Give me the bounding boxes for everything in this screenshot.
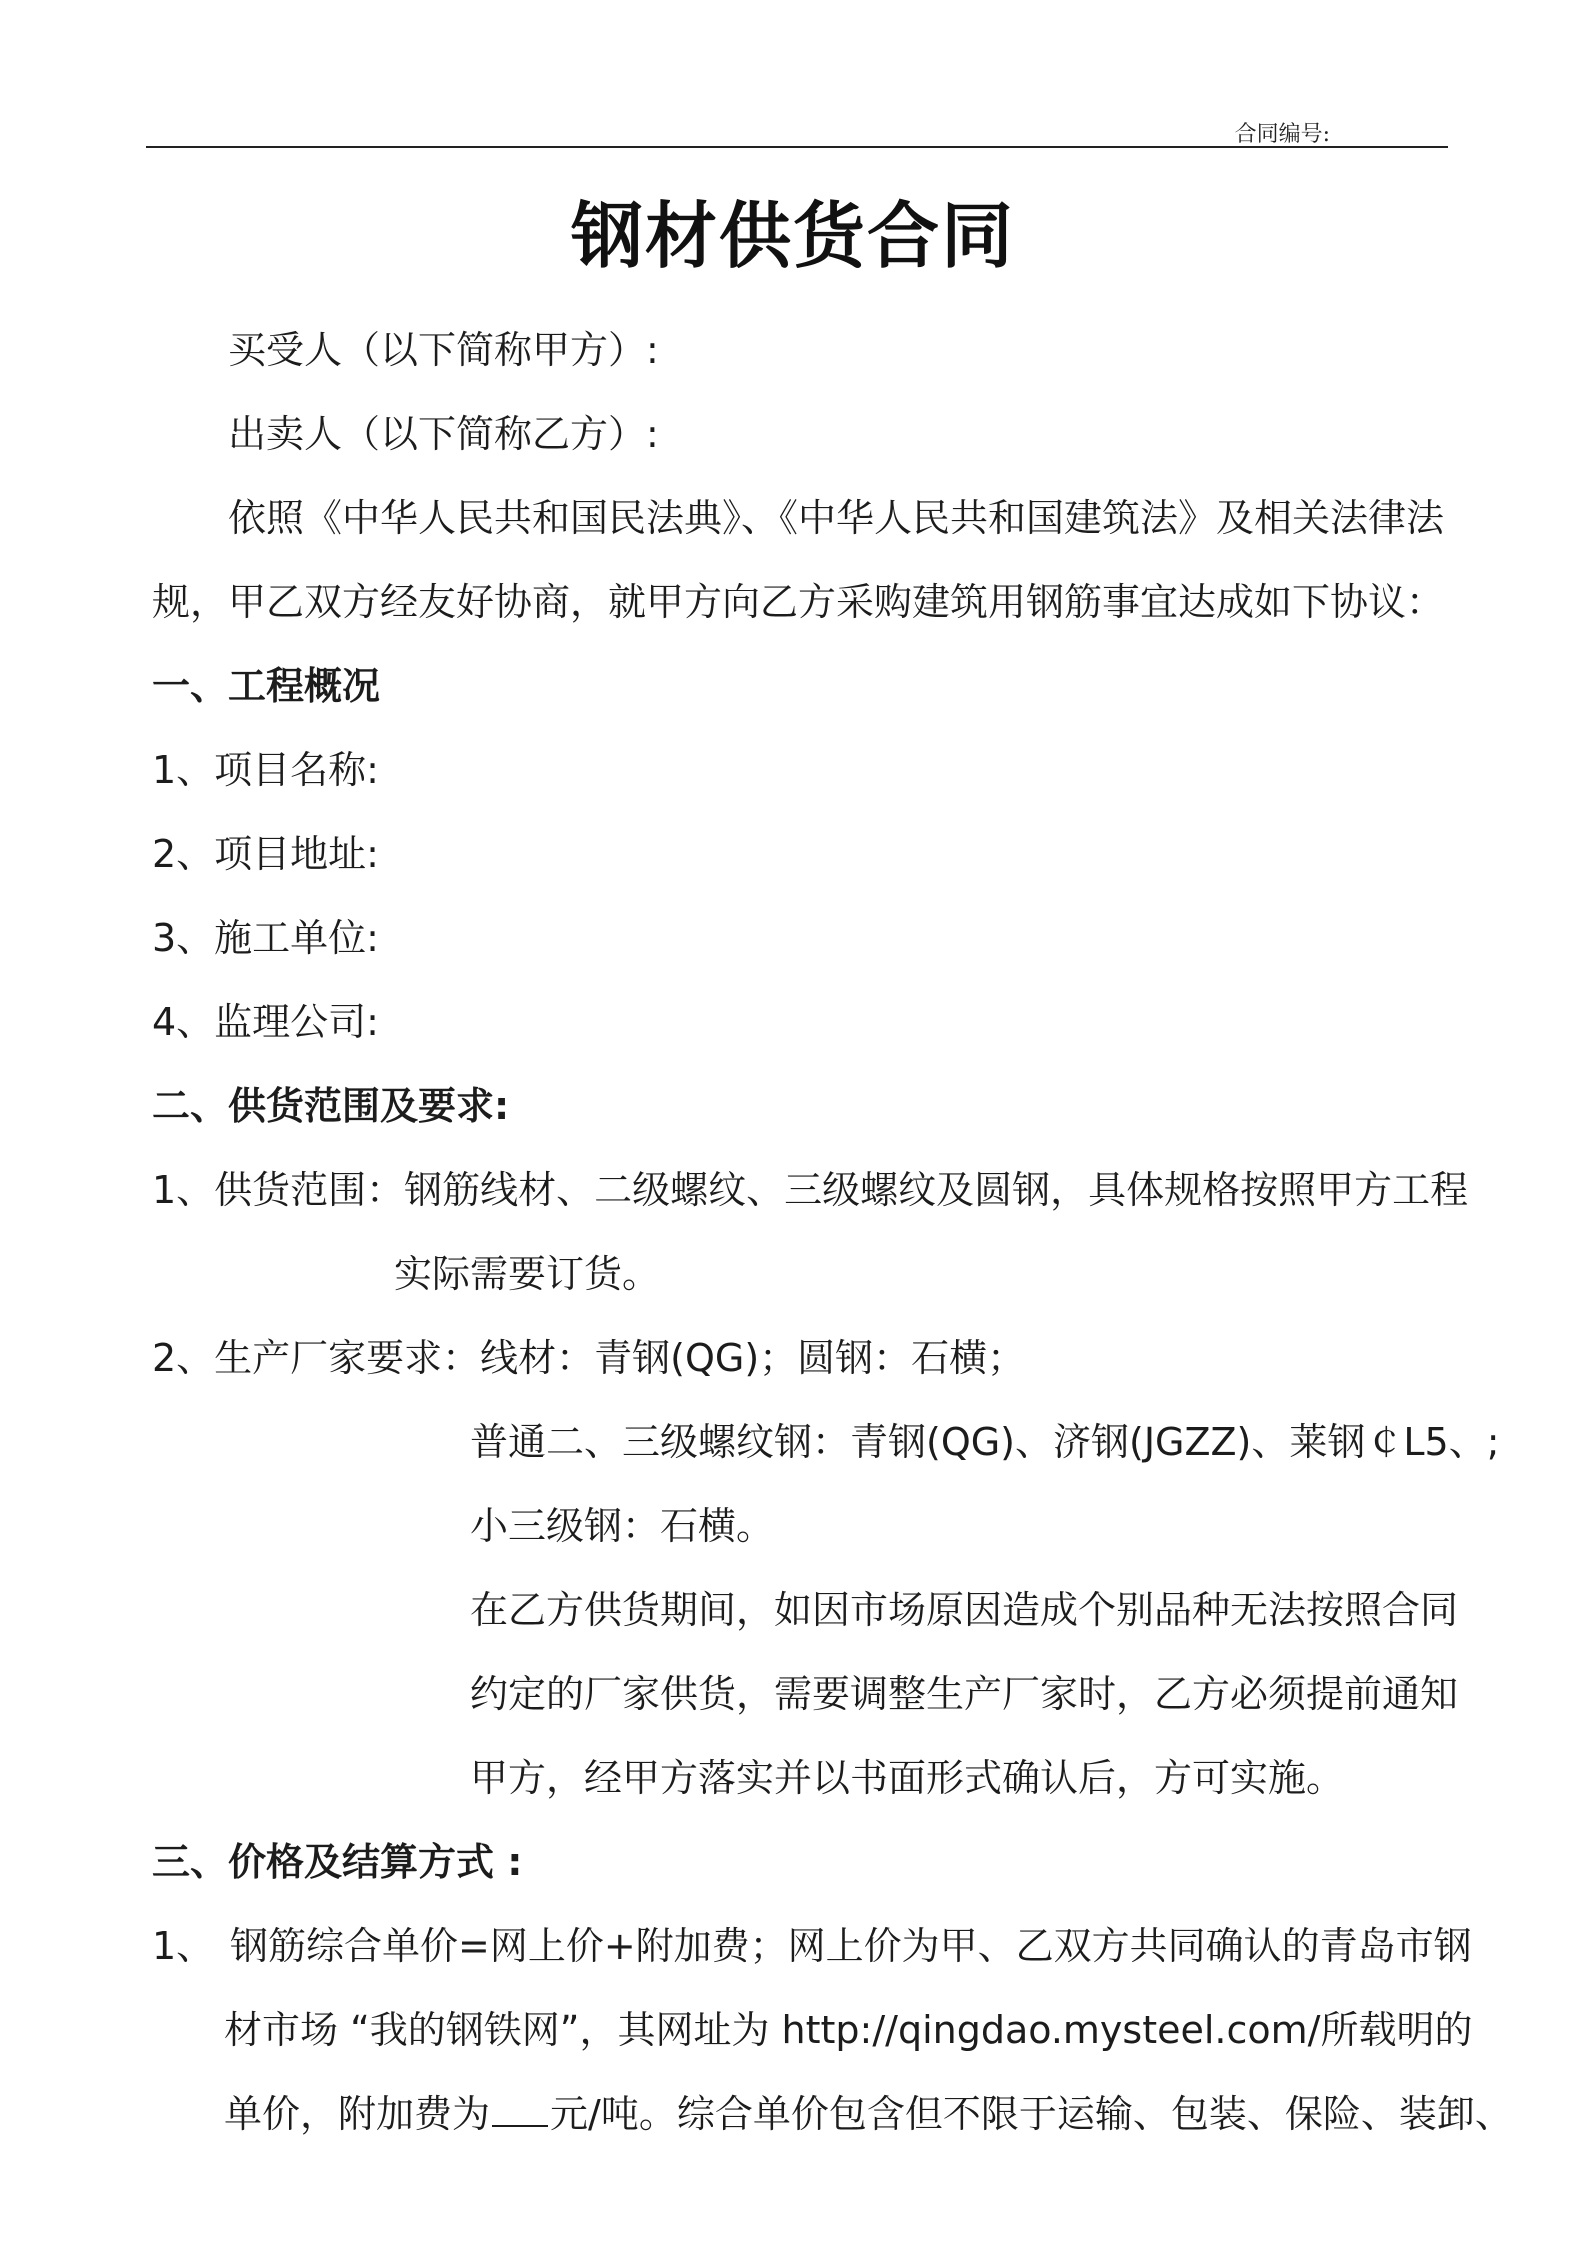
price-line-1: 钢筋综合单价=网上价+附加费；网上价为甲、乙双方共同确认的青岛市钢: [230, 1924, 1472, 1968]
seller-line: 出卖人（以下简称乙方）:: [228, 412, 659, 456]
project-address-item: 2、项目地址:: [152, 832, 379, 876]
supply-scope-line-2: 实际需要订货。: [394, 1252, 661, 1296]
manufacturer-line-1: 2、生产厂家要求：线材：青钢(QG)；圆钢：石横；: [152, 1336, 1026, 1380]
price-line-3: [224, 2092, 1513, 2138]
manufacturer-line-5: 约定的厂家供货，需要调整生产厂家时，乙方必须提前通知: [470, 1672, 1459, 1716]
price-line-3-prefix: 单价，附加费为: [224, 2092, 491, 2136]
buyer-line: 买受人（以下简称甲方）:: [228, 328, 659, 372]
price-line-3-suffix: 元/吨。综合单价包含但不限于运输、包装、保险、装卸、: [550, 2092, 1513, 2136]
manufacturer-line-3: 小三级钢：石横。: [470, 1504, 775, 1548]
construction-unit-item: 3、施工单位:: [152, 916, 379, 960]
surcharge-blank: [492, 2095, 548, 2127]
intro-line-2: 规，甲乙双方经友好协商，就甲方向乙方采购建筑用钢筋事宜达成如下协议：: [152, 580, 1445, 624]
manufacturer-line-6: 甲方，经甲方落实并以书面形式确认后，方可实施。: [470, 1756, 1345, 1800]
manufacturer-line-4: 在乙方供货期间，如因市场原因造成个别品种无法按照合同: [470, 1588, 1459, 1632]
intro-line-1: 依照《中华人民共和国民法典》、《中华人民共和国建筑法》及相关法律法: [228, 496, 1445, 540]
section2-heading: 二、供货范围及要求:: [152, 1084, 510, 1128]
supervision-company-item: 4、监理公司:: [152, 1000, 379, 1044]
supply-scope-line-1: 1、供货范围：钢筋线材、二级螺纹、三级螺纹及圆钢，具体规格按照甲方工程: [152, 1168, 1469, 1212]
header-divider: [146, 146, 1448, 148]
document-title: 钢材供货合同: [570, 194, 1015, 278]
price-line-2: 材市场 “我的钢铁网”，其网址为 http://qingdao.mysteel.com/所载明的: [224, 2008, 1473, 2052]
section1-heading: 一、工程概况: [152, 664, 381, 708]
section3-heading: 三、价格及结算方式 :: [152, 1840, 523, 1884]
contract-number-label: 合同编号:: [1234, 122, 1330, 147]
price-item-number: 1、: [152, 1924, 215, 1968]
manufacturer-line-2: 普通二、三级螺纹钢：青钢(QG)、济钢(JGZZ)、莱钢￠L5、;: [470, 1420, 1500, 1464]
project-name-item: 1、项目名称:: [152, 748, 379, 792]
